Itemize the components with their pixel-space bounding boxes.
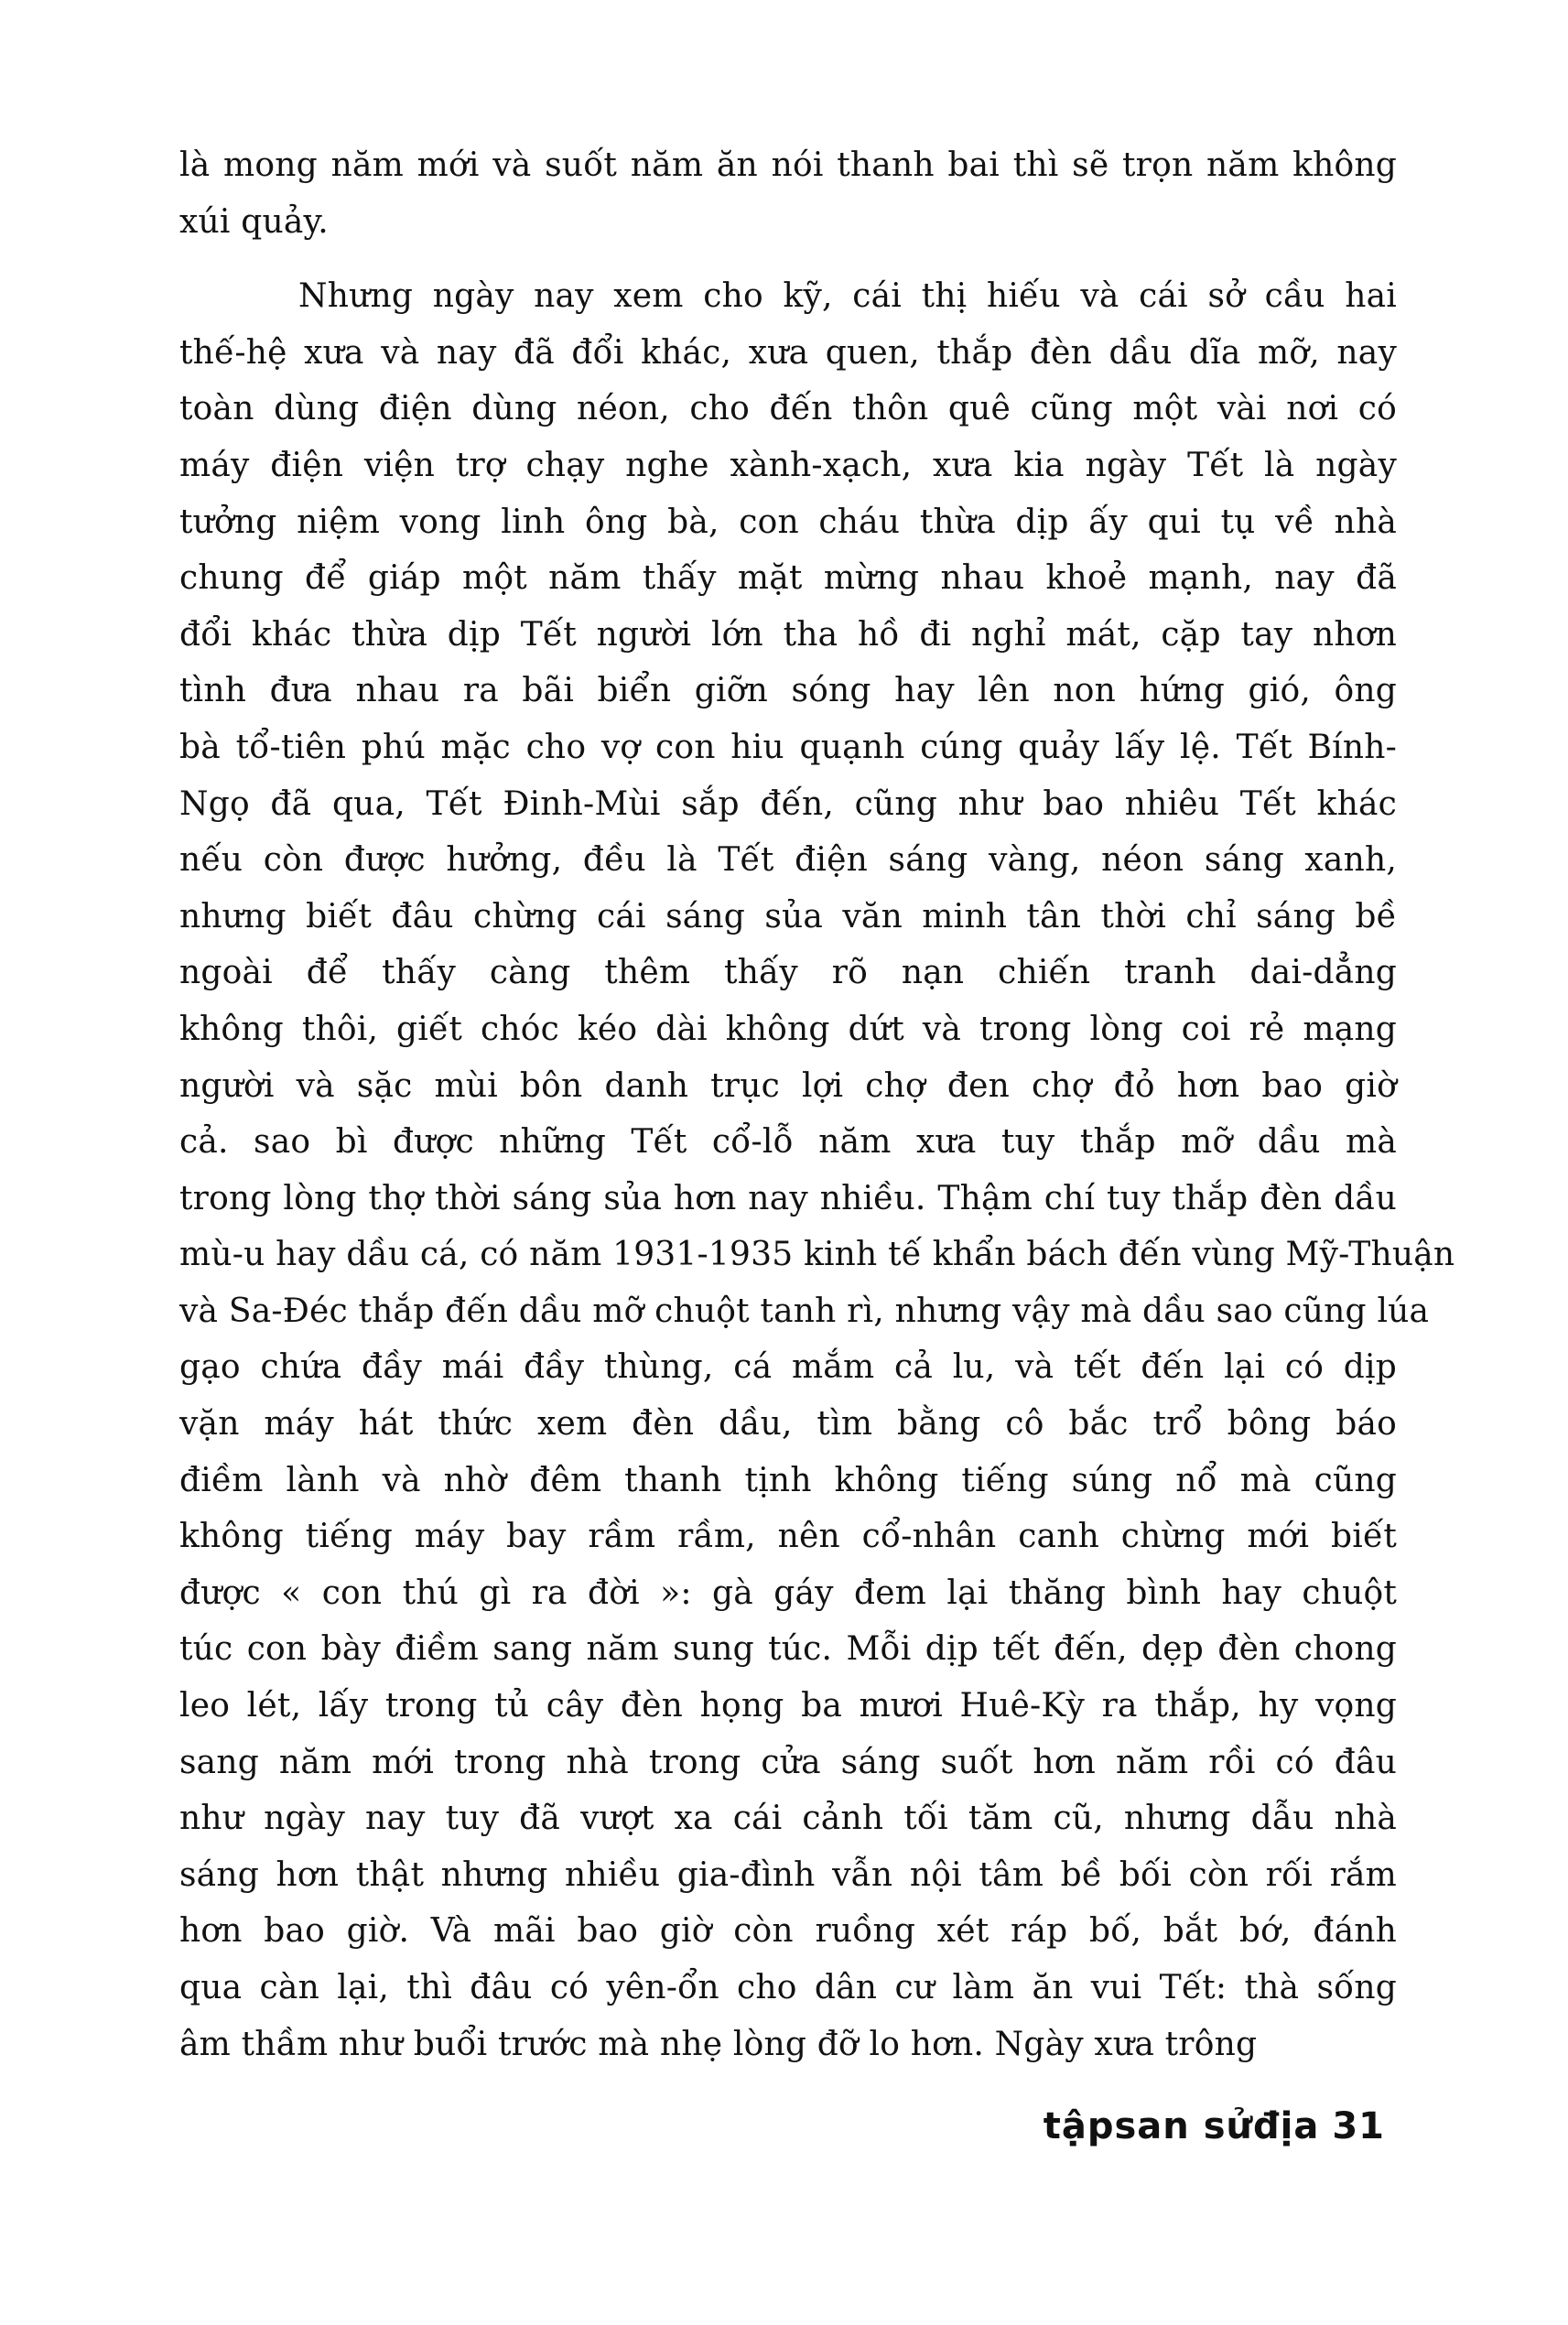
text-line: được « con thú gì ra đời »: gà gáy đem lại thăng bình hay chuột xyxy=(179,1573,1397,1612)
body-text xyxy=(179,137,1455,2072)
text-line: xúi quảy. xyxy=(179,202,329,241)
text-line: là mong năm mới và suốt năm ăn nói thanh bai thì sẽ trọn năm không xyxy=(179,146,1397,184)
paragraph-2 xyxy=(179,268,1455,2072)
text-line: qua càn lại, thì đâu có yên-ổn cho dân cư làm ăn vui Tết: thà sống xyxy=(179,1969,1397,2006)
text-line: trong lòng thợ thời sáng sủa hơn nay nhiều. Thậm chí tuy thắp đèn dầu xyxy=(179,1179,1397,1217)
text-line: cả. sao bì được những Tết cổ-lỗ năm xưa tuy thắp mỡ dầu mà xyxy=(179,1123,1397,1162)
text-line: tình đưa nhau ra bãi biển giỡn sóng hay lên non hứng gió, ông xyxy=(179,672,1397,710)
text-line: tưởng niệm vong linh ông bà, con cháu thừa dịp ấy qui tụ về nhà xyxy=(179,503,1397,541)
text-line: túc con bày điềm sang năm sung túc. Mỗi dịp tết đến, dẹp đèn chong xyxy=(179,1630,1397,1669)
paragraph-1 xyxy=(179,137,1397,250)
text-line: chung để giáp một năm thấy mặt mừng nhau khoẻ mạnh, nay đã xyxy=(179,559,1397,598)
text-line: âm thầm như buổi trước mà nhẹ lòng đỡ lo hơn. Ngày xưa trông xyxy=(179,2025,1258,2063)
text-line: mù-u hay dầu cá, có năm 1931-1935 kinh tế khẩn bách đến vùng Mỹ-Thuận xyxy=(179,1236,1455,1274)
text-line: gạo chứa đầy mái đầy thùng, cá mắm cả lu, và tết đến lại có dịp xyxy=(179,1348,1397,1387)
text-line: sang năm mới trong nhà trong cửa sáng suốt hơn năm rồi có đâu xyxy=(179,1743,1397,1781)
text-line: leo lét, lấy trong tủ cây đèn họng ba mươi Huê-Kỳ ra thắp, hy vọng xyxy=(179,1687,1397,1725)
paragraph-gap xyxy=(179,250,1397,268)
text-line: người và sặc mùi bôn danh trục lợi chợ đen chợ đỏ hơn bao giờ xyxy=(179,1066,1397,1105)
text-line: Nhưng ngày nay xem cho kỹ, cái thị hiếu và cái sở cầu hai xyxy=(298,277,1397,316)
text-line: không thôi, giết chóc kéo dài không dứt và trong lòng coi rẻ mạng xyxy=(179,1010,1397,1048)
text-line: máy điện viện trợ chạy nghe xành-xạch, xưa kia ngày Tết là ngày xyxy=(179,446,1397,484)
text-line: nhưng biết đâu chừng cái sáng sủa văn minh tân thời chỉ sáng bề xyxy=(179,897,1397,935)
text-line: và Sa-Đéc thắp đến dầu mỡ chuột tanh rì, nhưng vậy mà dầu sao cũng lúa xyxy=(179,1292,1430,1330)
text-line: nếu còn được hưởng, đều là Tết điện sáng vàng, néon sáng xanh, xyxy=(179,841,1397,880)
text-line: điềm lành và nhờ đêm thanh tịnh không tiếng súng nổ mà cũng xyxy=(179,1461,1397,1499)
text-line: Ngọ đã qua, Tết Đinh-Mùi sắp đến, cũng như bao nhiêu Tết khác xyxy=(179,784,1397,823)
text-line: sáng hơn thật nhưng nhiều gia-đình vẫn nội tâm bề bối còn rối rắm xyxy=(179,1855,1397,1894)
page-footer xyxy=(1044,2105,1385,2147)
text-line: không tiếng máy bay rầm rầm, nên cổ-nhân canh chừng mới biết xyxy=(179,1518,1397,1556)
text-line: đổi khác thừa dịp Tết người lớn tha hồ đi nghỉ mát, cặp tay nhơn xyxy=(179,615,1397,654)
text-line: ngoài để thấy càng thêm thấy rõ nạn chiến tranh dai-dẳng xyxy=(179,954,1397,992)
text-line: vặn máy hát thức xem đèn dầu, tìm bằng cô bắc trổ bông báo xyxy=(179,1405,1397,1444)
text-line: như ngày nay tuy đã vượt xa cái cảnh tối tăm cũ, nhưng dẫu nhà xyxy=(179,1800,1397,1838)
text-line: toàn dùng điện dùng néon, cho đến thôn quê cũng một vài nơi có xyxy=(179,390,1397,428)
text-line: thế-hệ xưa và nay đã đổi khác, xưa quen, thắp đèn dầu dĩa mỡ, nay xyxy=(179,333,1397,372)
publication-name: tậpsan sửđịa xyxy=(1043,2105,1320,2147)
page-number: 31 xyxy=(1332,2105,1385,2147)
text-line: bà tổ-tiên phú mặc cho vợ con hiu quạnh cúng quảy lấy lệ. Tết Bính- xyxy=(179,728,1397,766)
text-line: hơn bao giờ. Và mãi bao giờ còn ruồng xét ráp bố, bắt bớ, đánh xyxy=(179,1912,1397,1951)
